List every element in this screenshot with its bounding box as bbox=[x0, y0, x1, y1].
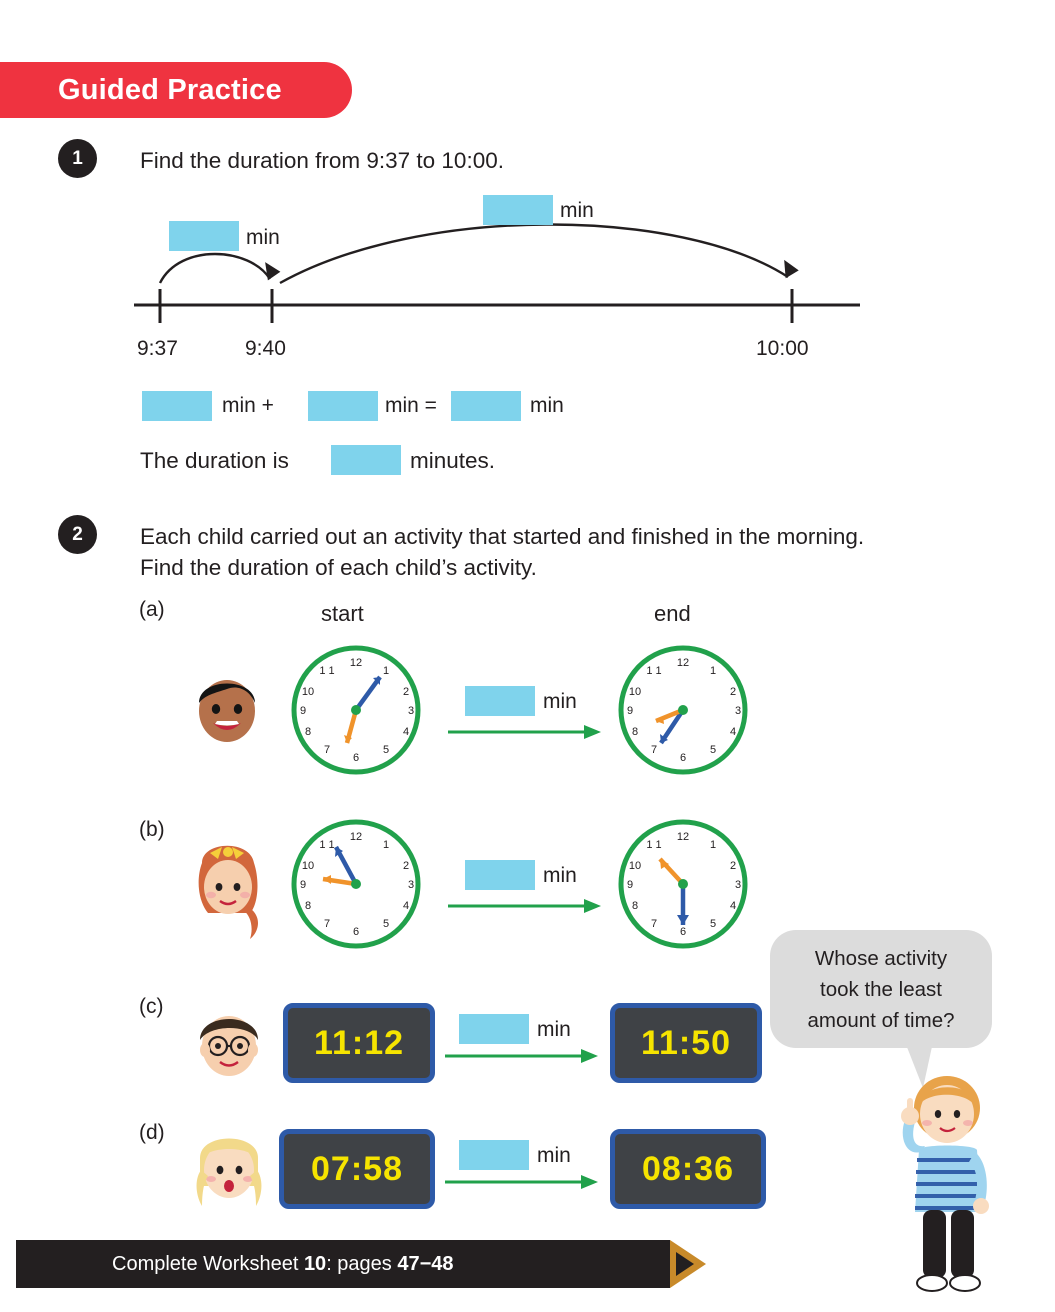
avatar-boy-dark-hair bbox=[193, 663, 261, 753]
svg-text:2: 2 bbox=[402, 860, 410, 872]
svg-text:7: 7 bbox=[650, 744, 658, 756]
svg-text:1 1: 1 1 bbox=[319, 839, 335, 851]
answer-blank-row-c[interactable] bbox=[459, 1014, 529, 1044]
bubble-line-1: Whose activity bbox=[814, 946, 948, 970]
answer-blank-eq-1[interactable] bbox=[142, 391, 212, 421]
svg-text:7: 7 bbox=[650, 918, 658, 930]
tick-label-mid: 9:40 bbox=[245, 337, 286, 360]
unit-label-row-b: min bbox=[543, 864, 577, 887]
svg-text:1: 1 bbox=[382, 665, 390, 677]
digital-clock-d-start: 07:58 bbox=[279, 1129, 435, 1209]
svg-text:6: 6 bbox=[679, 752, 687, 764]
svg-text:8: 8 bbox=[304, 726, 312, 738]
answer-blank-row-b[interactable] bbox=[465, 860, 535, 890]
answer-blank-q1-big[interactable] bbox=[483, 195, 553, 225]
answer-blank-conclusion[interactable] bbox=[331, 445, 401, 475]
character-boy-pointing bbox=[885, 1070, 1025, 1295]
arrow-row-a bbox=[446, 722, 606, 742]
svg-text:8: 8 bbox=[304, 900, 312, 912]
digital-clock-c-start: 11:12 bbox=[283, 1003, 435, 1083]
conclusion-prefix: The duration is bbox=[140, 448, 289, 473]
svg-text:12: 12 bbox=[676, 657, 690, 669]
digital-clock-c-end: 11:50 bbox=[610, 1003, 762, 1083]
question-number-2: 2 bbox=[58, 515, 97, 554]
eq-plus-label: min + bbox=[222, 394, 274, 417]
speech-bubble bbox=[770, 930, 992, 1048]
footer-worksheet-number: 10 bbox=[303, 1253, 327, 1275]
digital-clock-d-end: 08:36 bbox=[610, 1129, 766, 1209]
svg-text:5: 5 bbox=[382, 918, 390, 930]
svg-text:1 1: 1 1 bbox=[646, 839, 662, 851]
svg-text:7: 7 bbox=[323, 744, 331, 756]
svg-text:3: 3 bbox=[734, 879, 742, 891]
bubble-line-3: amount of time? bbox=[807, 1008, 955, 1032]
svg-text:1: 1 bbox=[382, 839, 390, 851]
tick-label-start: 9:37 bbox=[137, 337, 178, 360]
svg-text:1: 1 bbox=[709, 665, 717, 677]
svg-text:6: 6 bbox=[352, 752, 360, 764]
row-label-d: (d) bbox=[139, 1121, 165, 1144]
svg-text:2: 2 bbox=[729, 686, 737, 698]
svg-text:5: 5 bbox=[709, 744, 717, 756]
page-title: Guided Practice bbox=[58, 74, 282, 106]
svg-text:7: 7 bbox=[323, 918, 331, 930]
svg-text:5: 5 bbox=[382, 744, 390, 756]
svg-text:1 1: 1 1 bbox=[646, 665, 662, 677]
svg-text:6: 6 bbox=[679, 926, 687, 938]
unit-label-min-big: min bbox=[560, 199, 594, 222]
question-2-prompt-line1: Each child carried out an activity that started and finished in the morning. bbox=[140, 524, 865, 549]
footer-pages: 47−48 bbox=[397, 1253, 454, 1275]
svg-text:4: 4 bbox=[729, 900, 737, 912]
svg-text:10: 10 bbox=[301, 686, 315, 698]
svg-text:12: 12 bbox=[676, 831, 690, 843]
svg-text:2: 2 bbox=[402, 686, 410, 698]
svg-text:8: 8 bbox=[631, 726, 639, 738]
answer-blank-eq-3[interactable] bbox=[451, 391, 521, 421]
footer-arrow-inner-icon bbox=[676, 1252, 694, 1276]
clock-b-start bbox=[289, 817, 423, 951]
eq-equals-label: min = bbox=[385, 394, 437, 417]
column-header-end: end bbox=[654, 601, 691, 626]
svg-text:2: 2 bbox=[729, 860, 737, 872]
svg-text:9: 9 bbox=[626, 705, 634, 717]
unit-label-min-small: min bbox=[246, 226, 280, 249]
svg-text:12: 12 bbox=[349, 657, 363, 669]
svg-text:12: 12 bbox=[349, 831, 363, 843]
conclusion-suffix: minutes. bbox=[410, 448, 496, 473]
svg-text:9: 9 bbox=[299, 705, 307, 717]
clock-a-start bbox=[289, 643, 423, 777]
svg-text:5: 5 bbox=[709, 918, 717, 930]
arrow-row-d bbox=[443, 1172, 603, 1192]
question-1-prompt: Find the duration from 9:37 to 10:00. bbox=[140, 148, 504, 173]
unit-label-row-c: min bbox=[537, 1018, 571, 1041]
svg-text:4: 4 bbox=[729, 726, 737, 738]
footer-text-pre: Complete Worksheet bbox=[112, 1253, 304, 1275]
unit-label-row-d: min bbox=[537, 1144, 571, 1167]
answer-blank-q1-small[interactable] bbox=[169, 221, 239, 251]
avatar-girl-glasses bbox=[192, 1000, 266, 1086]
svg-text:4: 4 bbox=[402, 900, 410, 912]
question-2-prompt-line2: Find the duration of each child’s activity. bbox=[140, 555, 537, 580]
svg-text:6: 6 bbox=[352, 926, 360, 938]
question-number-1: 1 bbox=[58, 139, 97, 178]
svg-text:10: 10 bbox=[301, 860, 315, 872]
answer-blank-row-a[interactable] bbox=[465, 686, 535, 716]
svg-text:3: 3 bbox=[407, 705, 415, 717]
row-label-c: (c) bbox=[139, 995, 164, 1018]
clock-b-end bbox=[616, 817, 750, 951]
unit-label-row-a: min bbox=[543, 690, 577, 713]
svg-text:1: 1 bbox=[709, 839, 717, 851]
answer-blank-eq-2[interactable] bbox=[308, 391, 378, 421]
bubble-line-2: took the least bbox=[820, 977, 942, 1001]
row-label-a: (a) bbox=[139, 598, 165, 621]
footer-text-mid: : pages bbox=[326, 1253, 398, 1275]
svg-text:3: 3 bbox=[734, 705, 742, 717]
tick-label-end: 10:00 bbox=[756, 337, 809, 360]
svg-text:9: 9 bbox=[626, 879, 634, 891]
svg-text:3: 3 bbox=[407, 879, 415, 891]
arrow-row-c bbox=[443, 1046, 603, 1066]
svg-text:4: 4 bbox=[402, 726, 410, 738]
svg-text:8: 8 bbox=[631, 900, 639, 912]
arrow-row-b bbox=[446, 896, 606, 916]
footer-text bbox=[112, 1253, 454, 1276]
column-header-start: start bbox=[321, 601, 364, 626]
row-label-b: (b) bbox=[139, 818, 165, 841]
svg-text:9: 9 bbox=[299, 879, 307, 891]
svg-text:10: 10 bbox=[628, 686, 642, 698]
clock-a-end bbox=[616, 643, 750, 777]
eq-unit-label: min bbox=[530, 394, 564, 417]
svg-text:10: 10 bbox=[628, 860, 642, 872]
answer-blank-row-d[interactable] bbox=[459, 1140, 529, 1170]
avatar-girl-red-hair bbox=[188, 835, 268, 945]
svg-text:1 1: 1 1 bbox=[319, 665, 335, 677]
avatar-girl-blonde bbox=[192, 1124, 266, 1212]
